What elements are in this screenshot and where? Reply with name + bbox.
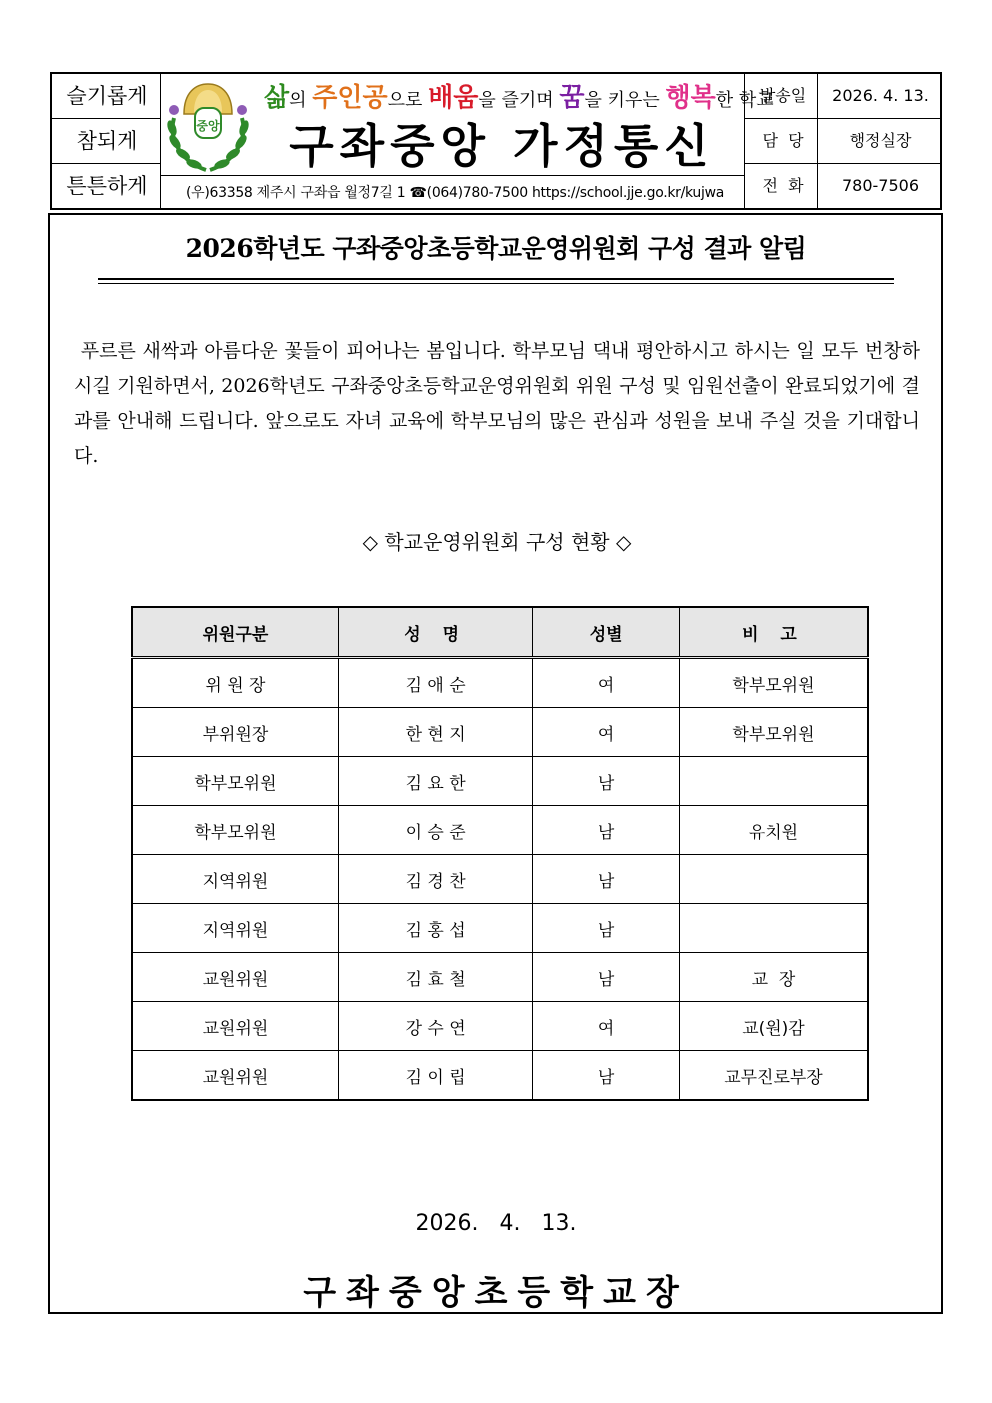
table-row bbox=[132, 855, 868, 904]
table-row bbox=[132, 953, 868, 1002]
cell-role: 교원위원 bbox=[132, 1002, 338, 1051]
cell-name: 강 수 연 bbox=[338, 1002, 532, 1051]
cell-gender: 남 bbox=[533, 1051, 680, 1101]
cell-gender: 남 bbox=[533, 855, 680, 904]
slogan-word: 행복 bbox=[665, 83, 716, 113]
table-row bbox=[132, 1002, 868, 1051]
slogan-text: 으로 bbox=[387, 90, 429, 111]
cell-note bbox=[679, 904, 868, 953]
cell-note: 학부모위원 bbox=[679, 658, 868, 708]
cell-name: 김 홍 섭 bbox=[338, 904, 532, 953]
section-title: ◇ 학교운영위원회 구성 현황 ◇ bbox=[362, 530, 632, 554]
column-header-name: 성 명 bbox=[338, 607, 532, 658]
table-row bbox=[132, 806, 868, 855]
cell-role: 지역위원 bbox=[132, 904, 338, 953]
principal-signature: 구좌중앙초등학교장 bbox=[303, 1273, 689, 1313]
slogan-word: 주인공 bbox=[312, 83, 388, 113]
school-slogan bbox=[264, 80, 774, 119]
meta-value-phone: 780-7506 bbox=[841, 176, 920, 195]
meta-label-manager: 담 당 bbox=[762, 131, 804, 150]
slogan-text: 을 키우는 bbox=[584, 90, 666, 111]
cell-name: 김 애 순 bbox=[338, 658, 532, 708]
newsletter-title: 구좌중앙 가정통신 bbox=[289, 119, 715, 173]
cell-gender: 남 bbox=[533, 757, 680, 806]
cell-role: 교원위원 bbox=[132, 1051, 338, 1101]
cell-role: 교원위원 bbox=[132, 953, 338, 1002]
cell-note: 학부모위원 bbox=[679, 708, 868, 757]
document-title: 2026학년도 구좌중앙초등학교운영위원회 구성 결과 알림 bbox=[185, 234, 807, 263]
slogan-word: 삶 bbox=[264, 83, 290, 113]
issue-date: 2026. 4. 13. bbox=[415, 1211, 577, 1236]
cell-note: 교무진로부장 bbox=[679, 1051, 868, 1101]
slogan-word: 꿈 bbox=[559, 83, 585, 113]
table-row bbox=[132, 1051, 868, 1101]
cell-gender: 남 bbox=[533, 953, 680, 1002]
cell-note bbox=[679, 757, 868, 806]
cell-name: 김 경 찬 bbox=[338, 855, 532, 904]
column-header-role: 위원구분 bbox=[132, 607, 338, 658]
cell-name: 한 현 지 bbox=[338, 708, 532, 757]
motto-wise: 슬기롭게 bbox=[66, 84, 148, 108]
cell-role: 위 원 장 bbox=[132, 658, 338, 708]
cell-role: 학부모위원 bbox=[132, 806, 338, 855]
table-header-row bbox=[132, 607, 868, 658]
cell-name: 김 이 립 bbox=[338, 1051, 532, 1101]
motto-strong: 튼튼하게 bbox=[66, 174, 148, 198]
motto-true: 참되게 bbox=[76, 129, 138, 153]
cell-gender: 여 bbox=[533, 708, 680, 757]
slogan-text: 한 학교 bbox=[715, 90, 774, 111]
table-row bbox=[132, 904, 868, 953]
school-address: (우)63358 제주시 구좌읍 월정7길 1 ☎(064)780-7500 https://school.jje.go.kr/kujwa bbox=[185, 185, 725, 201]
intro-text: 푸르른 새싹과 아름다운 꽃들이 피어나는 봄입니다. 학부모님 댁내 평안하시고 하시는 일 모두 번창하시길 기원하면서, 2026학년도 구좌중앙초등학교운영위원회 위원 구성 및 임원선출이 완료되었기에 결과를 안내해 드립니다. 앞으로도 자녀 교육에 학부모님의 많은 관심과 성원을 보내 주실 것을 기대합니다. bbox=[74, 340, 921, 467]
meta-label-send-date: 발송일 bbox=[759, 86, 807, 105]
school-emblem-icon bbox=[164, 78, 252, 174]
cell-role: 학부모위원 bbox=[132, 757, 338, 806]
column-header-note: 비 고 bbox=[679, 607, 868, 658]
meta-value-send-date: 2026. 4. 13. bbox=[832, 86, 929, 105]
cell-note: 유치원 bbox=[679, 806, 868, 855]
cell-role: 지역위원 bbox=[132, 855, 338, 904]
committee-table bbox=[131, 606, 869, 1101]
cell-name: 이 승 준 bbox=[338, 806, 532, 855]
table-row bbox=[132, 757, 868, 806]
cell-gender: 여 bbox=[533, 658, 680, 708]
divider bbox=[160, 175, 744, 176]
slogan-word: 배움 bbox=[428, 83, 479, 113]
cell-gender: 남 bbox=[533, 904, 680, 953]
newsletter-header bbox=[50, 72, 942, 210]
table-row bbox=[132, 708, 868, 757]
column-header-gender: 성별 bbox=[533, 607, 680, 658]
cell-role: 부위원장 bbox=[132, 708, 338, 757]
meta-label-phone: 전 화 bbox=[762, 176, 804, 195]
table-row bbox=[132, 658, 868, 708]
cell-name: 김 효 철 bbox=[338, 953, 532, 1002]
cell-note: 교(원)감 bbox=[679, 1002, 868, 1051]
intro-paragraph bbox=[74, 334, 920, 474]
emblem-text: 중앙 bbox=[196, 119, 220, 133]
slogan-text: 을 즐기며 bbox=[478, 90, 560, 111]
cell-gender: 남 bbox=[533, 806, 680, 855]
title-underline bbox=[98, 278, 894, 280]
cell-note bbox=[679, 855, 868, 904]
meta-value-manager: 행정실장 bbox=[849, 131, 912, 150]
slogan-text: 의 bbox=[289, 90, 313, 111]
cell-gender: 여 bbox=[533, 1002, 680, 1051]
cell-note: 교 장 bbox=[679, 953, 868, 1002]
title-underline bbox=[98, 283, 894, 284]
cell-name: 김 요 한 bbox=[338, 757, 532, 806]
